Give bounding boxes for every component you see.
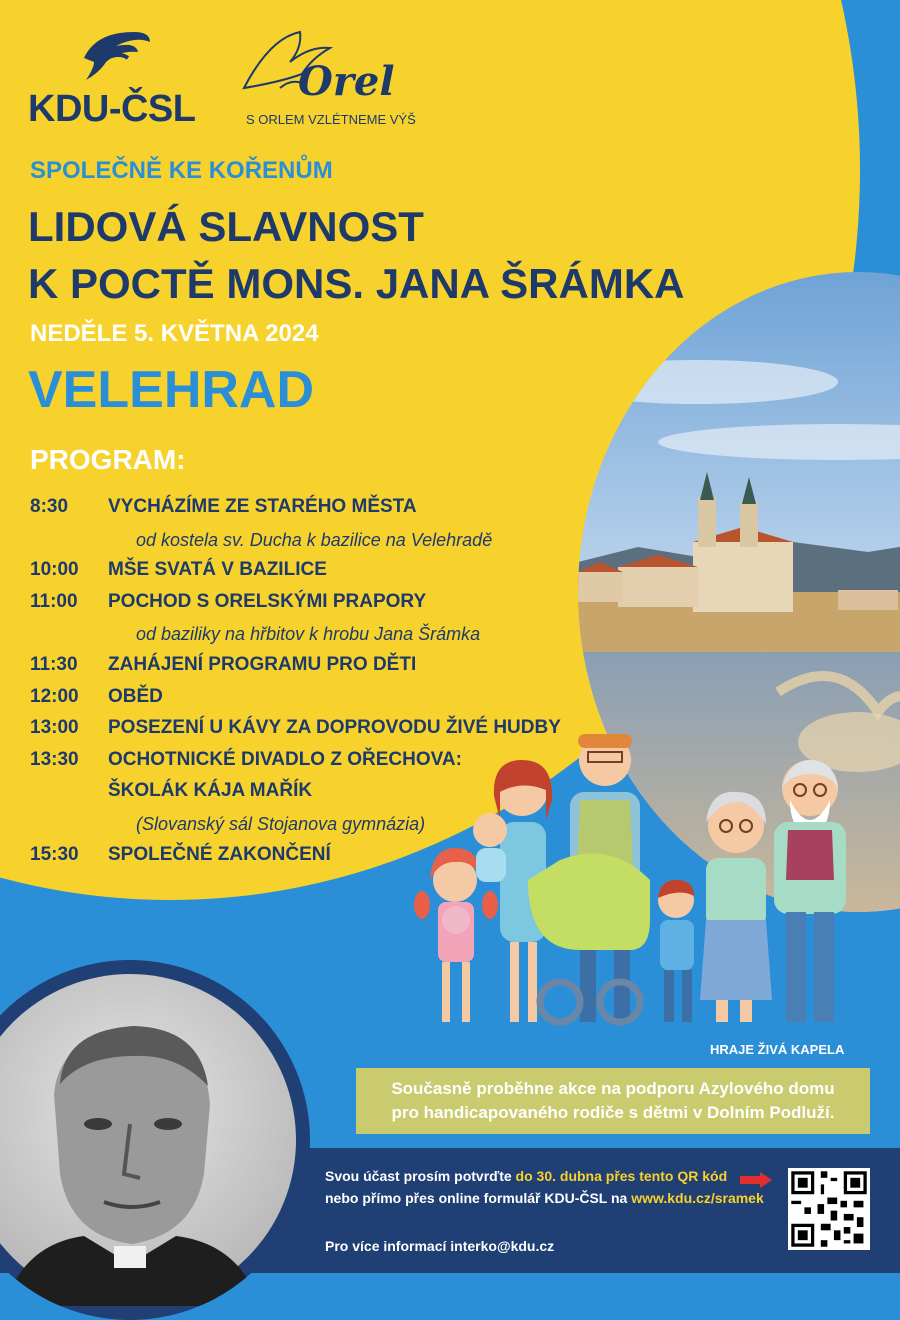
portrait-photo — [0, 960, 310, 1320]
boy-figure — [658, 880, 694, 1022]
program-row — [30, 591, 650, 623]
program-time: 10:00 — [30, 559, 79, 581]
kdu-bird-icon — [76, 28, 156, 86]
rsvp-text: Svou účast prosím potvrďte — [325, 1168, 516, 1184]
grandfather-figure — [774, 760, 846, 1022]
program-time: 15:30 — [30, 843, 79, 865]
rsvp-line1 — [325, 1168, 727, 1184]
rsvp-line2 — [325, 1190, 764, 1206]
program-time: 13:30 — [30, 748, 79, 770]
event-subtitle: SPOLEČNĚ KE KOŘENŮM — [30, 157, 333, 184]
event-title-line1: LIDOVÁ SLAVNOST — [28, 203, 424, 250]
program-activity: POCHOD S ORELSKÝMI PRAPORY — [108, 590, 427, 612]
family-illustration — [410, 730, 880, 1030]
orel-name: Orel — [298, 58, 395, 105]
program-row — [30, 559, 650, 591]
rsvp-form-text: nebo přímo přes online formulář KDU-ČSL na — [325, 1190, 632, 1206]
program-time: 11:30 — [30, 653, 78, 675]
kdu-csl-name: KDU-ČSL — [28, 88, 196, 130]
program-row — [30, 528, 650, 560]
program-note: od kostela sv. Ducha k bazilice na Velehradě — [136, 529, 493, 550]
event-place: VELEHRAD — [28, 361, 315, 419]
kdu-csl-logo — [28, 28, 208, 128]
grandmother-figure — [700, 792, 772, 1022]
program-heading: PROGRAM: — [30, 444, 186, 475]
charity-banner-text: Současně proběhne akce na podporu Azylového domu pro handicapovaného rodiče s dětmi v Dolním Podluží. — [391, 1079, 835, 1122]
program-activity: SPOLEČNÉ ZAKONČENÍ — [108, 843, 331, 865]
program-time: 8:30 — [30, 496, 69, 517]
program-note: (Slovanský sál Stojanova gymnázia) — [136, 813, 426, 834]
orel-logo — [240, 28, 440, 128]
event-date: NEDĚLE 5. KVĚTNA 2024 — [30, 320, 319, 347]
program-time: 13:00 — [30, 717, 79, 739]
program-activity: OBĚD — [108, 685, 163, 707]
program-row — [30, 654, 650, 686]
qr-code-icon[interactable] — [788, 1168, 870, 1250]
program-time: 12:00 — [30, 685, 79, 707]
pointing-hand-icon — [738, 1170, 774, 1190]
orel-slogan: S ORLEM VZLÉTNEME VÝŠ — [246, 112, 416, 127]
program-activity: OCHOTNICKÉ DIVADLO Z OŘECHOVA: — [108, 748, 462, 770]
rsvp-link[interactable]: www.kdu.cz/sramek — [631, 1190, 764, 1206]
program-activity: MŠE SVATÁ V BAZILICE — [108, 559, 327, 581]
program-time: 11:00 — [30, 590, 78, 612]
contact-info: Pro více informací interko@kdu.cz — [325, 1238, 555, 1254]
program-note: od baziliky na hřbitov k hrobu Jana Šrámka — [136, 624, 481, 645]
event-title — [28, 198, 684, 312]
program-row — [30, 622, 650, 654]
music-note: HRAJE ŽIVÁ KAPELA — [710, 1042, 845, 1057]
rsvp-deadline: do 30. dubna přes tento QR kód — [515, 1168, 728, 1184]
charity-banner — [356, 1068, 870, 1134]
program-row — [30, 686, 650, 718]
program-activity: VYCHÁZÍME ZE STARÉHO MĚSTA — [108, 496, 417, 517]
program-activity: POSEZENÍ U KÁVY ZA DOPROVODU ŽIVÉ HUDBY — [108, 717, 561, 739]
program-activity: ŠKOLÁK KÁJA MAŘÍK — [108, 780, 313, 802]
event-title-line2: K POCTĚ MONS. JANA ŠRÁMKA — [28, 260, 685, 307]
program-activity: ZAHÁJENÍ PROGRAMU PRO DĚTI — [108, 653, 417, 675]
program-row — [30, 496, 650, 528]
